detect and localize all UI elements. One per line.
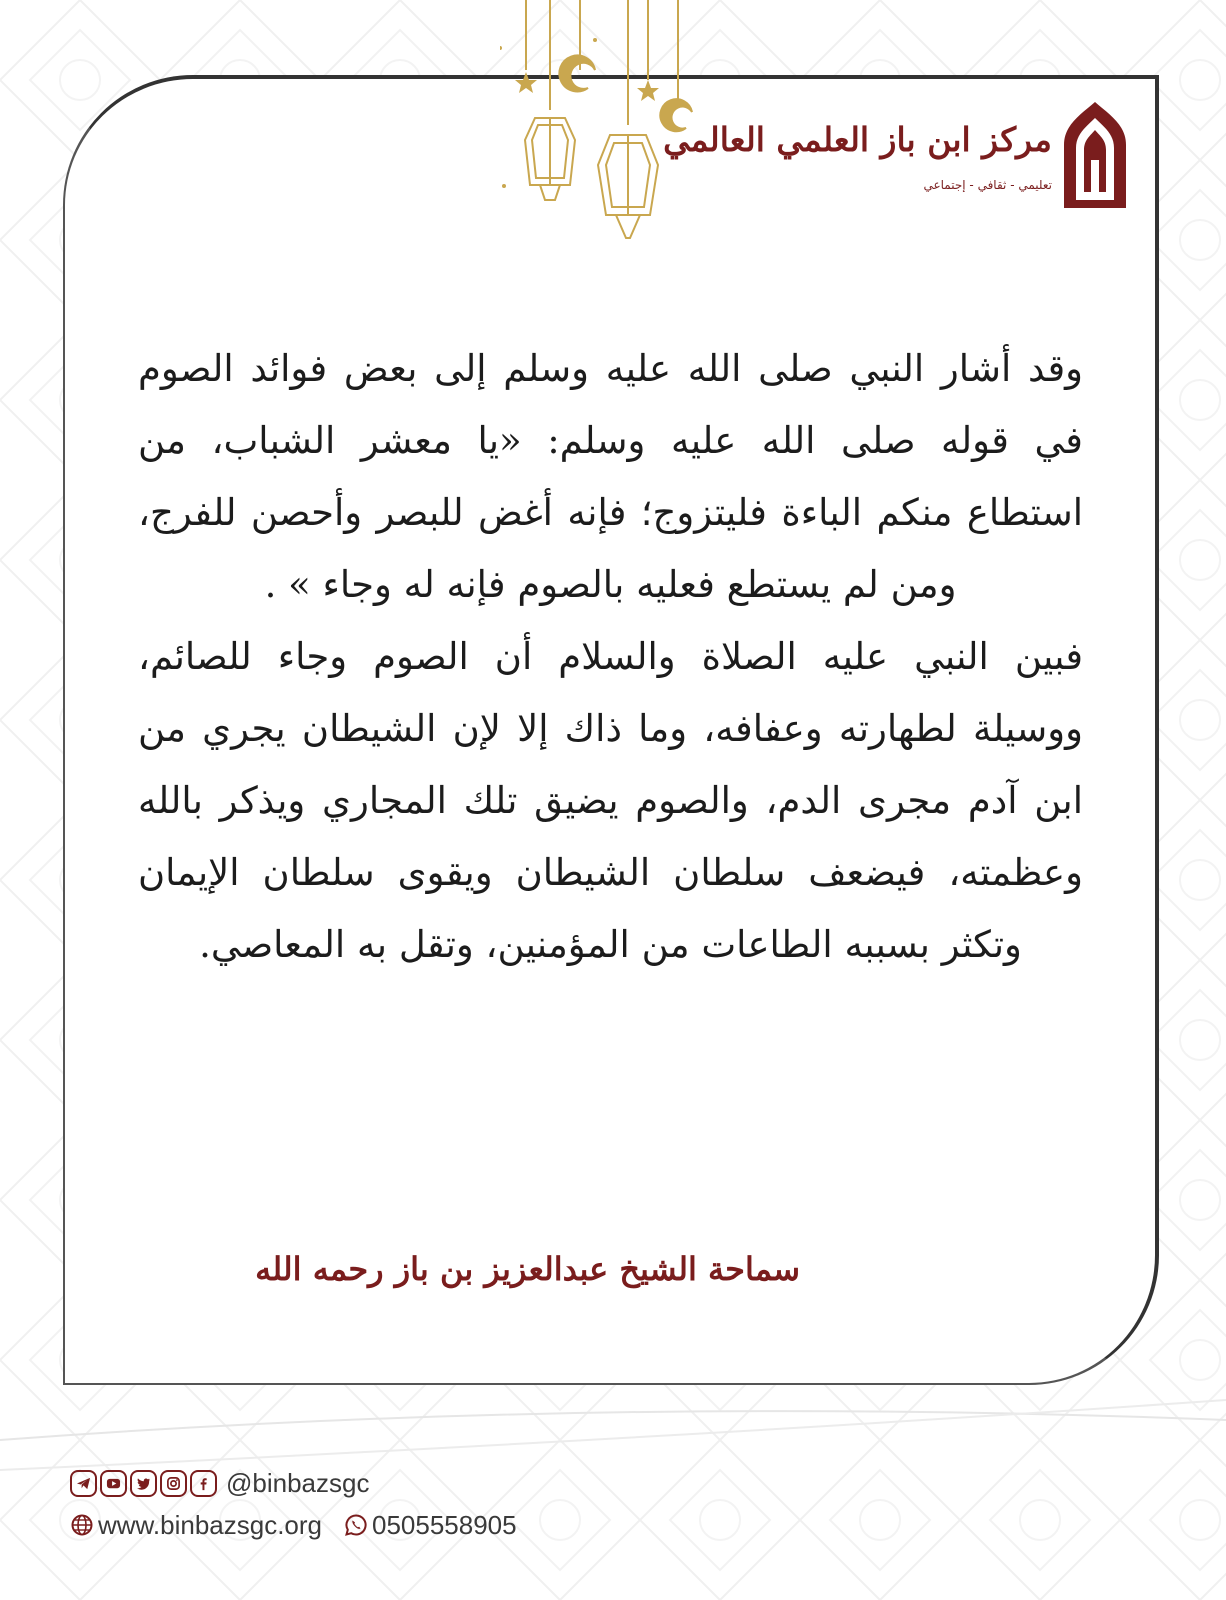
paragraph-2: فبين النبي عليه الصلاة والسلام أن الصوم وجاء للصائم، ووسيلة لطهارته وعفافه، وما ذاك إلا لإن الشيطان يجري من ابن آدم مجرى الدم، والصوم يضيق تلك المجاري ويذكر بالله وعظمته، فيضعف سلطان الشيطان ويقوى سلطان الإيمان وتكثر بسببه الطاعات من المؤمنين، وتقل به المعاصي. [138, 635, 1083, 966]
org-name: مركز ابن باز العلمي العالمي [663, 120, 1052, 159]
twitter-icon[interactable] [130, 1470, 157, 1497]
instagram-icon[interactable] [160, 1470, 187, 1497]
telegram-icon[interactable] [70, 1470, 97, 1497]
author-signature: سماحة الشيخ عبدالعزيز بن باز رحمه الله [255, 1250, 800, 1288]
whatsapp-icon [344, 1513, 368, 1537]
website-link[interactable]: www.binbazsgc.org [98, 1509, 322, 1540]
org-tagline: تعليمي - ثقافي - إجتماعي [923, 178, 1052, 192]
youtube-icon[interactable] [100, 1470, 127, 1497]
article-body [138, 333, 1083, 981]
contact-info [70, 1505, 570, 1545]
phone-number[interactable]: 0505558905 [372, 1509, 517, 1540]
org-logo [663, 100, 1130, 220]
mosque-arch-logo-icon [1060, 100, 1130, 210]
facebook-icon[interactable] [190, 1470, 217, 1497]
social-links [70, 1465, 570, 1501]
paragraph-1: وقد أشار النبي صلى الله عليه وسلم إلى بعض فوائد الصوم في قوله صلى الله عليه وسلم: «يا معشر الشباب، من استطاع منكم الباءة فليتزوج؛ فإنه أغض للبصر وأحصن للفرج، ومن لم يستطع فعليه بالصوم فإنه له وجاء » . [138, 347, 1083, 606]
globe-icon [70, 1513, 94, 1537]
footer [70, 1465, 570, 1545]
social-handle[interactable]: @binbazsgc [226, 1467, 370, 1498]
